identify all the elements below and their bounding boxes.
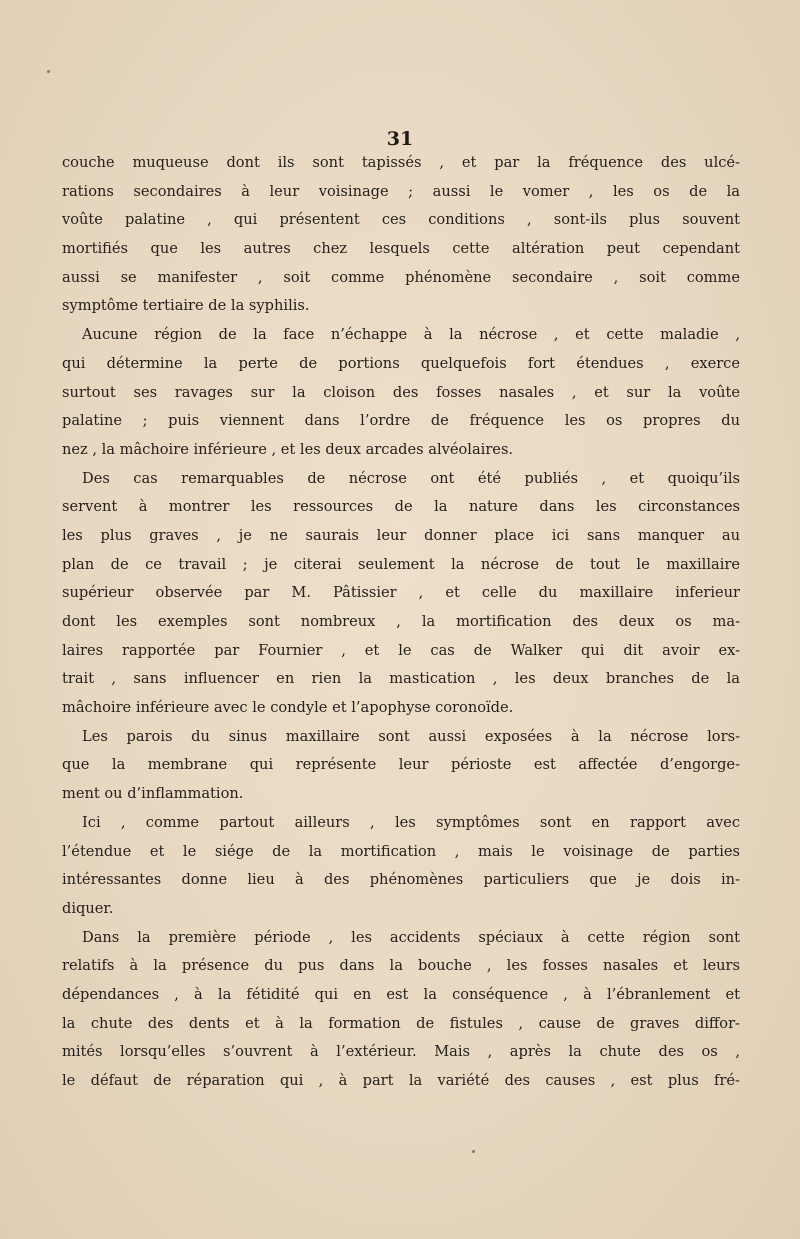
text-line: Des cas remarquables de nécrose ont été publiés , et quoiqu’ils [82, 469, 740, 487]
text-line: voûte palatine , qui présentent ces conditions , sont-ils plus souvent [62, 211, 740, 229]
text-line: dépendances , à la fétidité qui en est la conséquence , à l’ébranlement et [62, 985, 740, 1003]
text-line: la chute des dents et à la formation de fistules , cause de graves diffor- [62, 1014, 740, 1032]
text-line: dont les exemples sont nombreux , la mortification des deux os ma- [62, 613, 740, 630]
text-line: rations secondaires à leur voisinage ; aussi le vomer , les os de la [62, 182, 740, 200]
text-line: l’étendue et le siége de la mortification , mais le voisinage de parties [62, 842, 740, 860]
text-line: nez , la mâchoire inférieure , et les deux arcades alvéolaires. [62, 440, 514, 458]
text-line: laires rapportée par Fournier , et le cas de Walker qui dit avoir ex- [62, 641, 740, 659]
text-line: qui détermine la perte de portions quelquefois fort étendues , exerce [62, 354, 740, 372]
paper-speck [472, 1150, 475, 1153]
text-line: Dans la première période , les accidents spéciaux à cette région sont [82, 928, 740, 946]
body-text [62, 149, 740, 1096]
page-number: 31 [386, 128, 414, 150]
text-line: relatifs à la présence du pus dans la bouche , les fosses nasales et leurs [62, 957, 740, 975]
text-line: Ici , comme partout ailleurs , les symptômes sont en rapport avec [82, 813, 740, 831]
text-line: Les parois du sinus maxillaire sont aussi exposées à la nécrose lors- [82, 727, 740, 745]
text-line: intéressantes donne lieu à des phénomènes particuliers que je dois in- [62, 871, 740, 889]
text-line: couche muqueuse dont ils sont tapissés , et par la fréquence des ulcé- [62, 154, 740, 171]
paper-speck [47, 70, 50, 73]
text-line: le défaut de réparation qui , à part la variété des causes , est plus fré- [62, 1072, 740, 1089]
text-line: les plus graves , je ne saurais leur donner place ici sans manquer au [62, 526, 740, 544]
text-line: plan de ce travail ; je citerai seulement la nécrose de tout le maxillaire [62, 555, 740, 573]
text-line: palatine ; puis viennent dans l’ordre de fréquence les os propres du [62, 412, 740, 430]
text-line: surtout ses ravages sur la cloison des fosses nasales , et sur la voûte [62, 383, 740, 401]
text-line: supérieur observée par M. Pâtissier , et celle du maxillaire inferieur [62, 584, 740, 602]
text-line: que la membrane qui représente leur périoste est affectée d’engorge- [62, 756, 740, 774]
text-line: symptôme tertiaire de la syphilis. [62, 297, 310, 315]
text-line: mités lorsqu’elles s’ouvrent à l’extérieur. Mais , après la chute des os , [62, 1043, 740, 1061]
text-line: mortifiés que les autres chez lesquels cette altération peut cependant [62, 240, 740, 258]
text-line: diquer. [62, 899, 114, 917]
text-line: ment ou d’inflammation. [62, 785, 244, 803]
text-line: aussi se manifester , soit comme phénomène secondaire , soit comme [62, 268, 740, 286]
text-line: servent à montrer les ressources de la nature dans les circonstances [62, 498, 740, 516]
text-line: trait , sans influencer en rien la mastication , les deux branches de la [62, 670, 740, 688]
text-line: mâchoire inférieure avec le condyle et l’apophyse coronoïde. [62, 699, 514, 717]
text-line: Aucune région de la face n’échappe à la nécrose , et cette maladie , [82, 326, 740, 344]
